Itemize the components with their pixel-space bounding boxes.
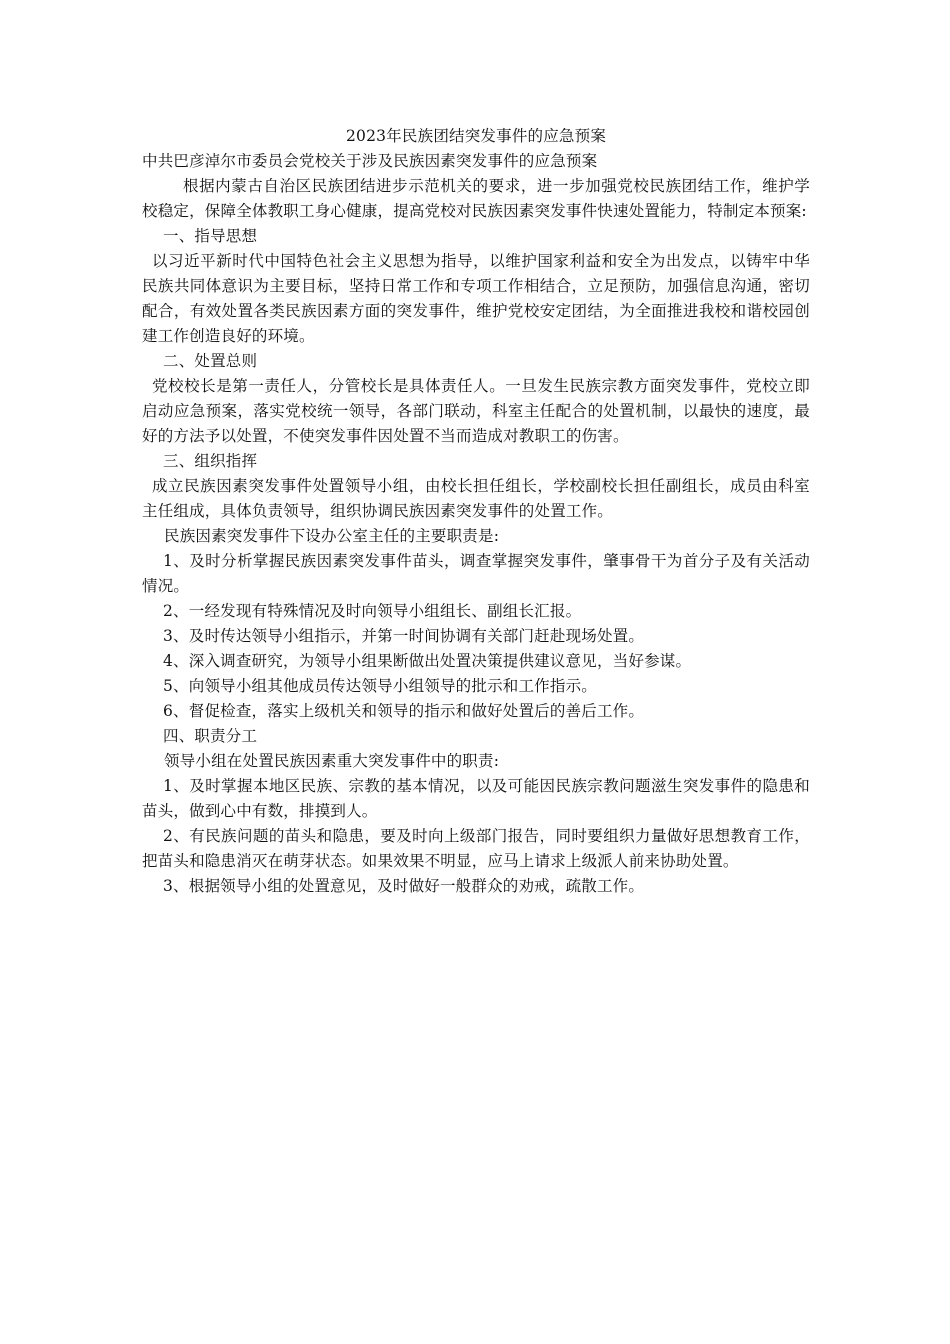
list-item: 3、根据领导小组的处置意见，及时做好一般群众的劝戒，疏散工作。	[163, 877, 645, 895]
list-item: 2、一经发现有特殊情况及时向领导小组组长、副组长汇报。	[163, 602, 582, 620]
intro-paragraph: 根据内蒙古自治区民族团结进步示范机关的要求，进一步加强党校民族团结工作，维护学校稳定，保障全体教职工身心健康，提高党校对民族因素突发事件快速处置能力，特制定本预案:	[142, 177, 810, 220]
office-duties-intro: 民族因素突发事件下设办公室主任的主要职责是:	[164, 527, 500, 545]
section-heading-organization-command: 三、组织指挥	[163, 452, 258, 470]
document-body	[142, 124, 810, 899]
section-heading-responsibilities: 四、职责分工	[163, 727, 258, 745]
section-heading-guiding-ideology: 一、指导思想	[163, 227, 258, 245]
document-title: 2023年民族团结突发事件的应急预案	[345, 127, 607, 145]
document-subtitle: 中共巴彦淖尔市委员会党校关于涉及民族因素突发事件的应急预案	[142, 152, 598, 170]
list-item: 1、及时掌握本地区民族、宗教的基本情况，以及可能因民族宗教问题滋生突发事件的隐患和苗头，做到心中有数，排摸到人。	[142, 777, 810, 820]
list-item: 3、及时传达领导小组指示，并第一时间协调有关部门赶赴现场处置。	[163, 627, 645, 645]
leadership-duties-intro: 领导小组在处置民族因素重大突发事件中的职责:	[164, 752, 500, 770]
section-body-organization-command: 成立民族因素突发事件处置领导小组，由校长担任组长，学校副校长担任副组长，成员由科室主任组成，具体负责领导，组织协调民族因素突发事件的处置工作。	[142, 477, 810, 520]
list-item: 5、向领导小组其他成员传达领导小组领导的批示和工作指示。	[163, 677, 597, 695]
section-body-guiding-ideology: 以习近平新时代中国特色社会主义思想为指导，以维护国家利益和安全为出发点，以铸牢中华民族共同体意识为主要目标，坚持日常工作和专项工作相结合，立足预防，加强信息沟通，密切配合，有效处置各类民族因素方面的突发事件，维护党校安定团结，为全面推进我校和谐校园创建工作创造良好的环境。	[142, 252, 810, 345]
list-item: 4、深入调查研究，为领导小组果断做出处置决策提供建议意见，当好参谋。	[163, 652, 692, 670]
list-item: 2、有民族问题的苗头和隐患，要及时向上级部门报告，同时要组织力量做好思想教育工作，把苗头和隐患消灭在萌芽状态。如果效果不明显，应马上请求上级派人前来协助处置。	[142, 827, 810, 870]
list-item: 1、及时分析掌握民族因素突发事件苗头，调查掌握突发事件，肇事骨干为首分子及有关活动情况。	[142, 552, 810, 595]
section-body-general-principles: 党校校长是第一责任人，分管校长是具体责任人。一旦发生民族宗教方面突发事件，党校立即启动应急预案，落实党校统一领导，各部门联动，科室主任配合的处置机制，以最快的速度，最好的方法予以处置，不使突发事件因处置不当而造成对教职工的伤害。	[142, 377, 810, 445]
list-item: 6、督促检查，落实上级机关和领导的指示和做好处置后的善后工作。	[163, 702, 645, 720]
section-heading-general-principles: 二、处置总则	[163, 352, 258, 370]
